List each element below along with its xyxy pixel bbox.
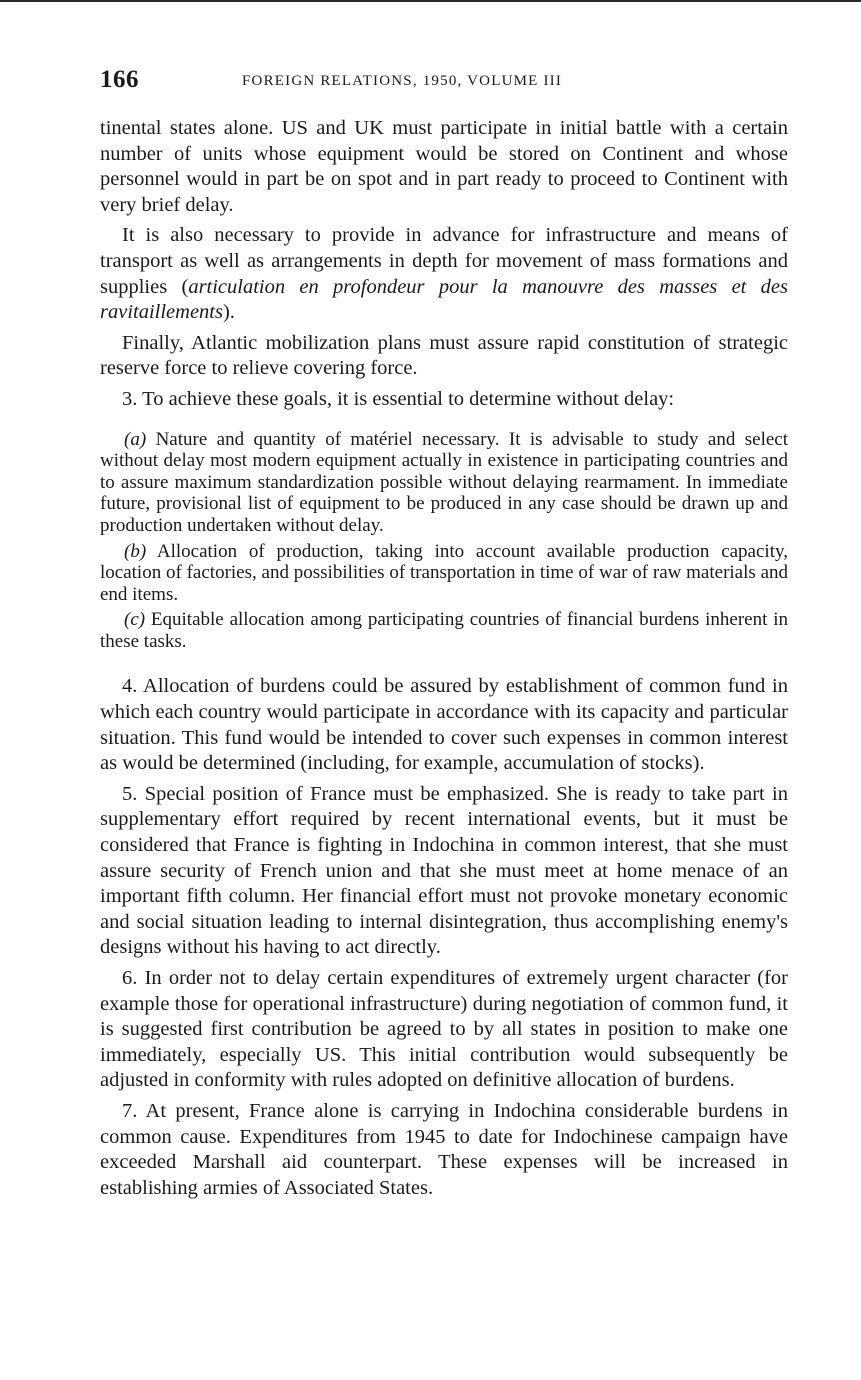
paragraph-infrastructure: [100, 223, 788, 325]
infrastructure-text-end: ).: [222, 301, 235, 324]
paragraph-continuation: tinental states alone. US and UK must participate in initial battle with a certain number of units whose equipment would be stored on Continent and whose personnel would in part be on spot and in part ready to proceed to Continent with very brief delay.: [100, 117, 788, 216]
goals-list: [100, 429, 788, 653]
list-item-c: [100, 609, 788, 652]
paragraph-7: 7. At present, France alone is carrying in Indochina considerable burdens in common cause. Expenditures from 1945 to date for Indochinese campaign have exceeded Marshall aid counterpart. These expenses will be increased in establishing armies of Associated States.: [100, 1099, 788, 1199]
list-text-b: Allocation of production, taking into account available production capacity, location of factories, and possibilities of transportation in time of war of raw materials and end items.: [100, 540, 788, 605]
top-rule: [0, 0, 861, 2]
paragraph-3: 3. To achieve these goals, it is essential to determine without delay:: [122, 387, 675, 410]
paragraph-5: 5. Special position of France must be emphasized. She is ready to take part in supplementary effort required by recent international events, but it must be considered that France is fighting in Indochina in common interest, that she must assure security of French union and that she must meet at home menace of an important fifth column. Her financial effort must not provoke monetary economic and social situation leading to internal disintegration, thus accomplishing enemy's designs without his having to act directly.: [100, 782, 788, 959]
list-marker-a: (a): [124, 428, 147, 450]
list-text-a: Nature and quantity of matériel necessary. It is advisable to study and select without delay most modern equipment actually in existence in participating countries and to assure maximum standardization possible without delaying rearmament. In immediate future, provisional list of equipment to be produced in any case should be drawn up and production undertaken without delay.: [100, 428, 788, 536]
running-head: [100, 66, 788, 100]
list-text-c: Equitable allocation among participating countries of financial burdens inherent in these tasks.: [100, 609, 788, 652]
running-title: FOREIGN RELATIONS, 1950, VOLUME III: [242, 73, 563, 89]
list-item-a: [100, 429, 788, 537]
paragraph-finally: Finally, Atlantic mobilization plans must assure rapid constitution of strategic reserve force to relieve covering force.: [100, 331, 788, 380]
page-number: 166: [100, 66, 139, 93]
list-marker-c: (c): [124, 609, 146, 631]
paragraph-6: 6. In order not to delay certain expenditures of extremely urgent character (for example those for operational infrastructure) during negotiation of common fund, it is suggested first contribution be agreed to by all states in position to make one immediately, especially US. This initial contribution would subsequently be adjusted in conformity with rules adopted on definitive allocation of burdens.: [100, 967, 788, 1092]
list-item-b: [100, 541, 788, 606]
list-marker-b: (b): [124, 540, 147, 562]
paragraph-4: 4. Allocation of burdens could be assured by establishment of common fund in which each country would participate in accordance with its capacity and particular situation. This fund would be intended to cover such expenses in common interest as would be determined (including, for example, accumulation of stocks).: [100, 675, 788, 775]
document-page: [100, 66, 788, 1206]
infrastructure-french-phrase: articulation en profondeur pour la manouvre des masses et des ravitaillements: [100, 275, 788, 324]
infrastructure-text: It is also necessary to provide in advance for infrastructure and means of transport as well as arrangements in depth for movement of mass formations and supplies (: [100, 224, 788, 298]
